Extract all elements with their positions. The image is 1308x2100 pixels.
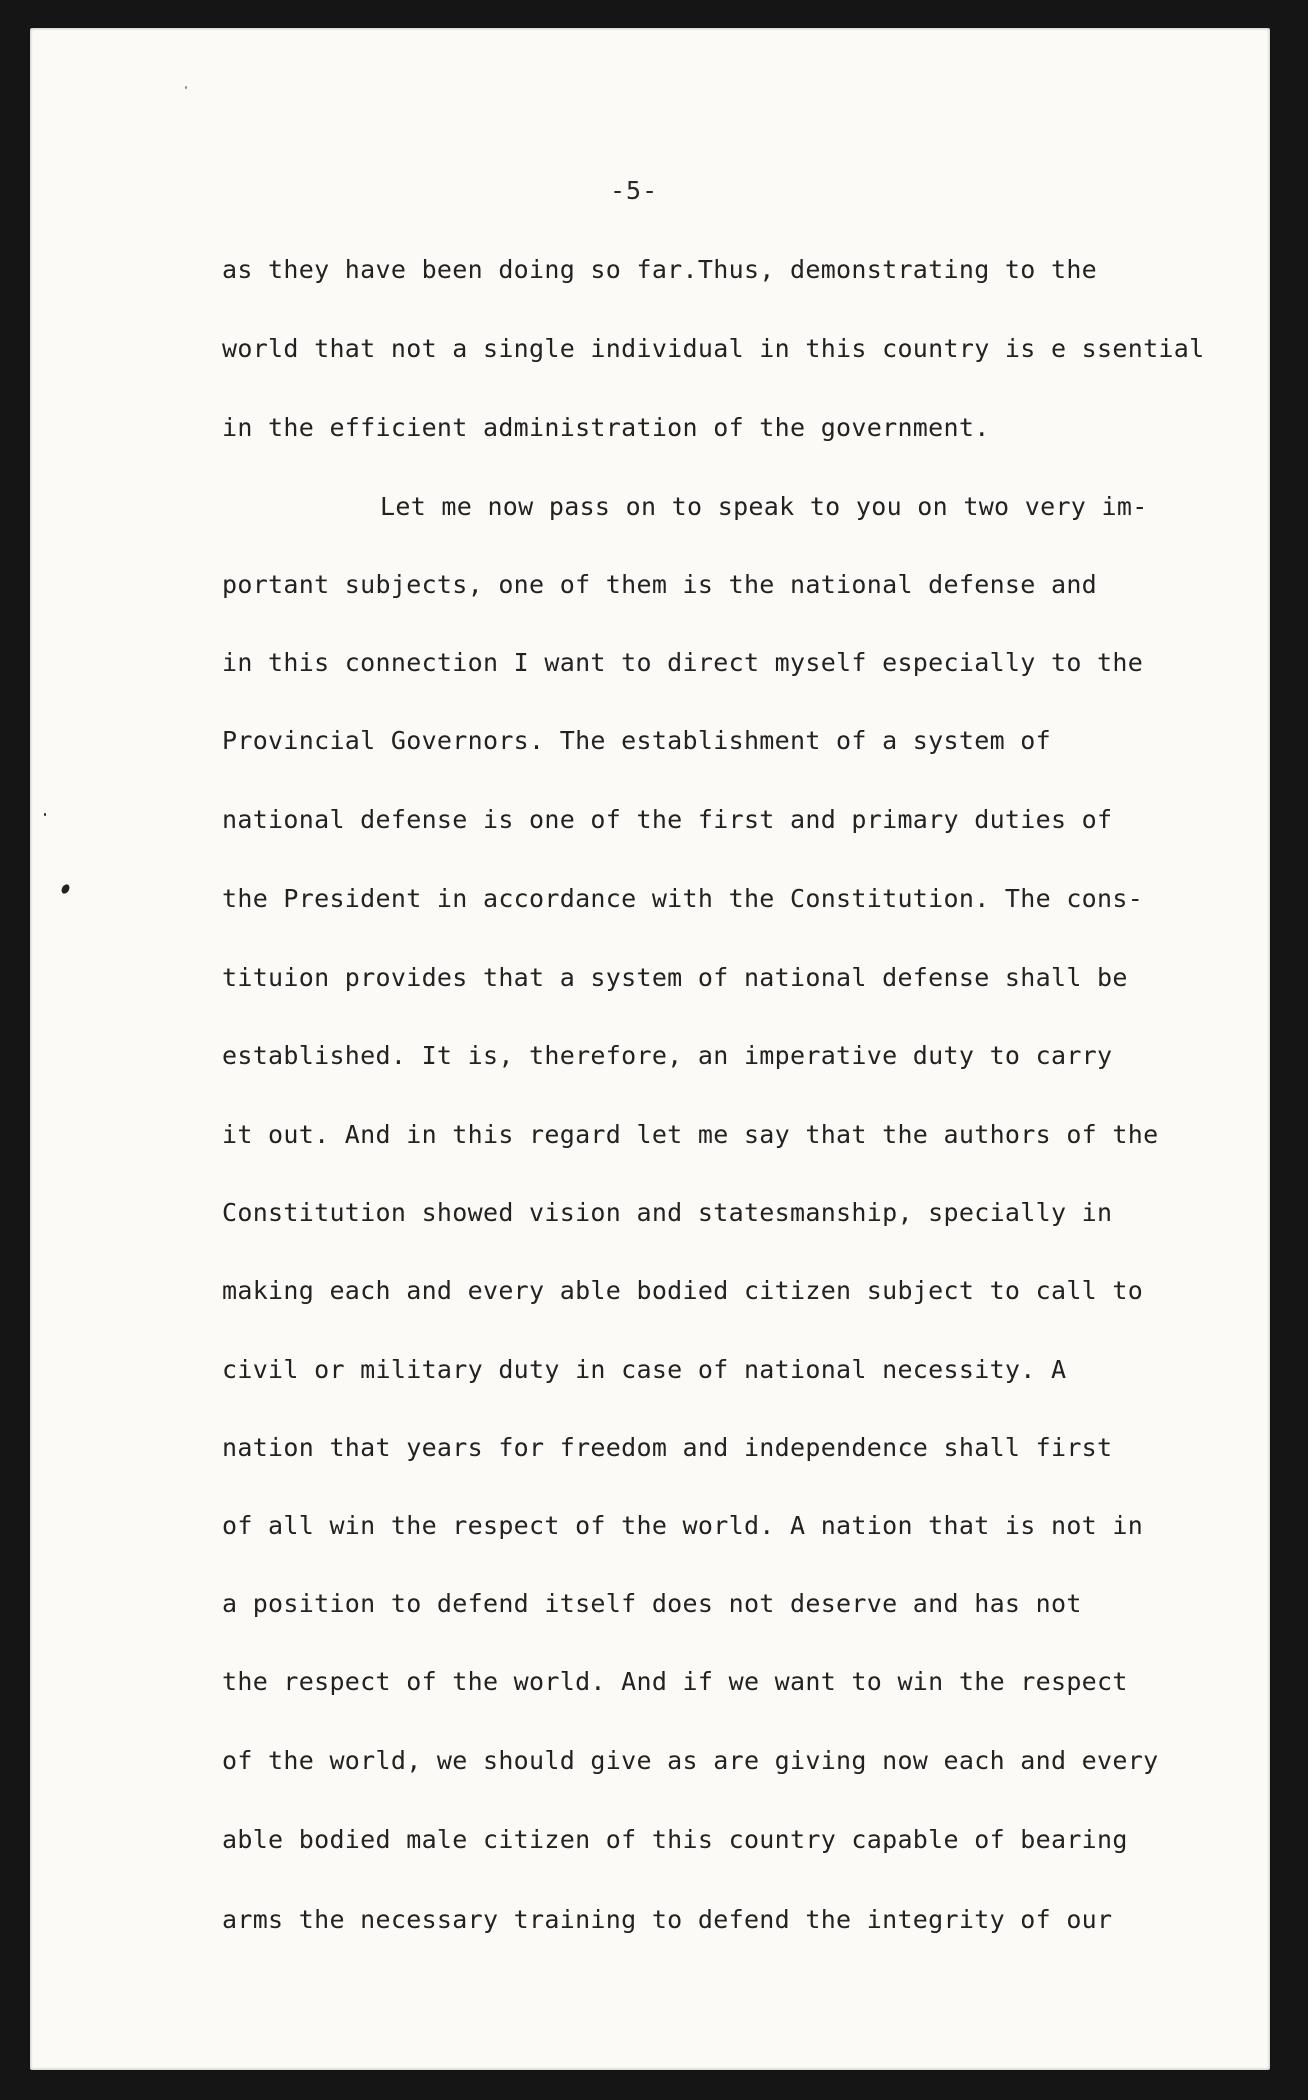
text-line: tituion provides that a system of national defense shall be [222, 963, 1128, 992]
text-line: making each and every able bodied citizen subject to call to [222, 1276, 1144, 1305]
text-line: national defense is one of the first and primary duties of [222, 805, 1113, 834]
text-line: Constitution showed vision and statesmanship, specially in [222, 1198, 1113, 1227]
text-line: in this connection I want to direct myself especially to the [222, 648, 1144, 677]
text-line: portant subjects, one of them is the national defense and [222, 570, 1098, 599]
text-line: civil or military duty in case of national necessity. A [222, 1355, 1067, 1384]
text-line: in the efficient administration of the government. [222, 413, 990, 442]
text-line: of the world, we should give as are giving now each and every [222, 1746, 1159, 1775]
text-line: the respect of the world. And if we want to win the respect [222, 1667, 1128, 1696]
page-number: -5- [610, 176, 659, 205]
text-line: Let me now pass on to speak to you on two very im- [380, 492, 1148, 521]
text-line: arms the necessary training to defend the integrity of our [222, 1905, 1113, 1934]
text-line: the President in accordance with the Constitution. The cons- [222, 884, 1144, 913]
text-line: Provincial Governors. The establishment of a system of [222, 726, 1051, 755]
text-line: able bodied male citizen of this country capable of bearing [222, 1825, 1128, 1854]
ink-speck [44, 813, 46, 816]
text-line: a position to defend itself does not deserve and has not [222, 1589, 1082, 1618]
text-line: as they have been doing so far.Thus, demonstrating to the [222, 255, 1098, 284]
text-line: established. It is, therefore, an imperative duty to carry [222, 1041, 1113, 1070]
text-line: of all win the respect of the world. A nation that is not in [222, 1511, 1144, 1540]
ink-speck [185, 86, 187, 89]
text-line: world that not a single individual in this country is e ssential [222, 334, 1205, 363]
text-line: it out. And in this regard let me say that the authors of the [222, 1120, 1159, 1149]
text-line: nation that years for freedom and independence shall first [222, 1433, 1113, 1462]
